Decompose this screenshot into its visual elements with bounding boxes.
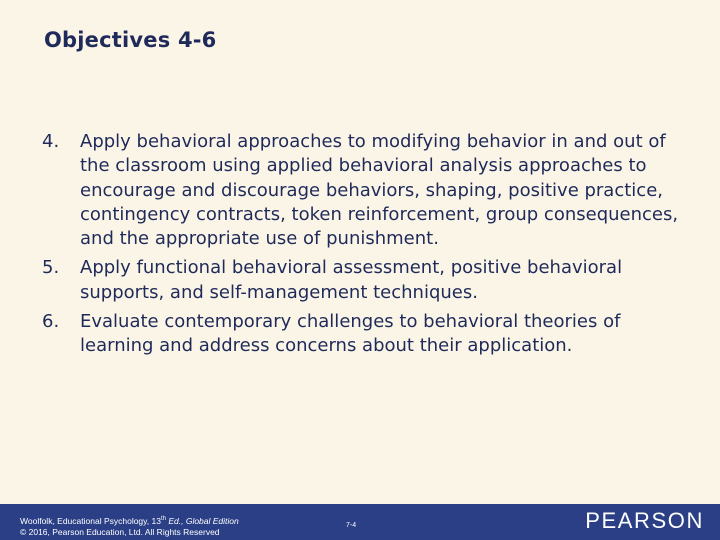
objective-text: Evaluate contemporary challenges to behavioral theories of learning and address concerns about their application. (80, 311, 621, 357)
objective-text: Apply behavioral approaches to modifying behavior in and out of the classroom using applied behavioral analysis approaches to encourage and discourage behaviors, shaping, positive practice, contingency contracts, token reinforcement, group consequences, and the appropriate use of punishment. (80, 131, 679, 250)
pearson-logo: PEARSON (585, 508, 704, 533)
citation-edition: Ed., Global Edition (165, 516, 239, 526)
list-item (42, 256, 692, 305)
slide-title: Objectives 4-6 (44, 28, 217, 52)
citation-author: Woolfolk, Educational Psychology, 13 (20, 516, 161, 526)
citation-line (20, 516, 239, 527)
footer-citation (20, 516, 239, 538)
objective-number: 5. (42, 257, 60, 279)
objective-text: Apply functional behavioral assessment, positive behavioral supports, and self-management techniques. (80, 257, 623, 303)
page-number: 7-4 (346, 522, 357, 529)
footer-bar (0, 504, 720, 540)
citation-edition-superscript: th (160, 516, 166, 523)
objectives-list (42, 130, 692, 364)
list-item (42, 310, 692, 359)
copyright-text: © 2016, Pearson Education, Ltd. All Rights Reserved (20, 527, 220, 537)
objective-number: 4. (42, 131, 60, 152)
list-item (42, 130, 692, 251)
objective-number: 6. (42, 311, 60, 333)
